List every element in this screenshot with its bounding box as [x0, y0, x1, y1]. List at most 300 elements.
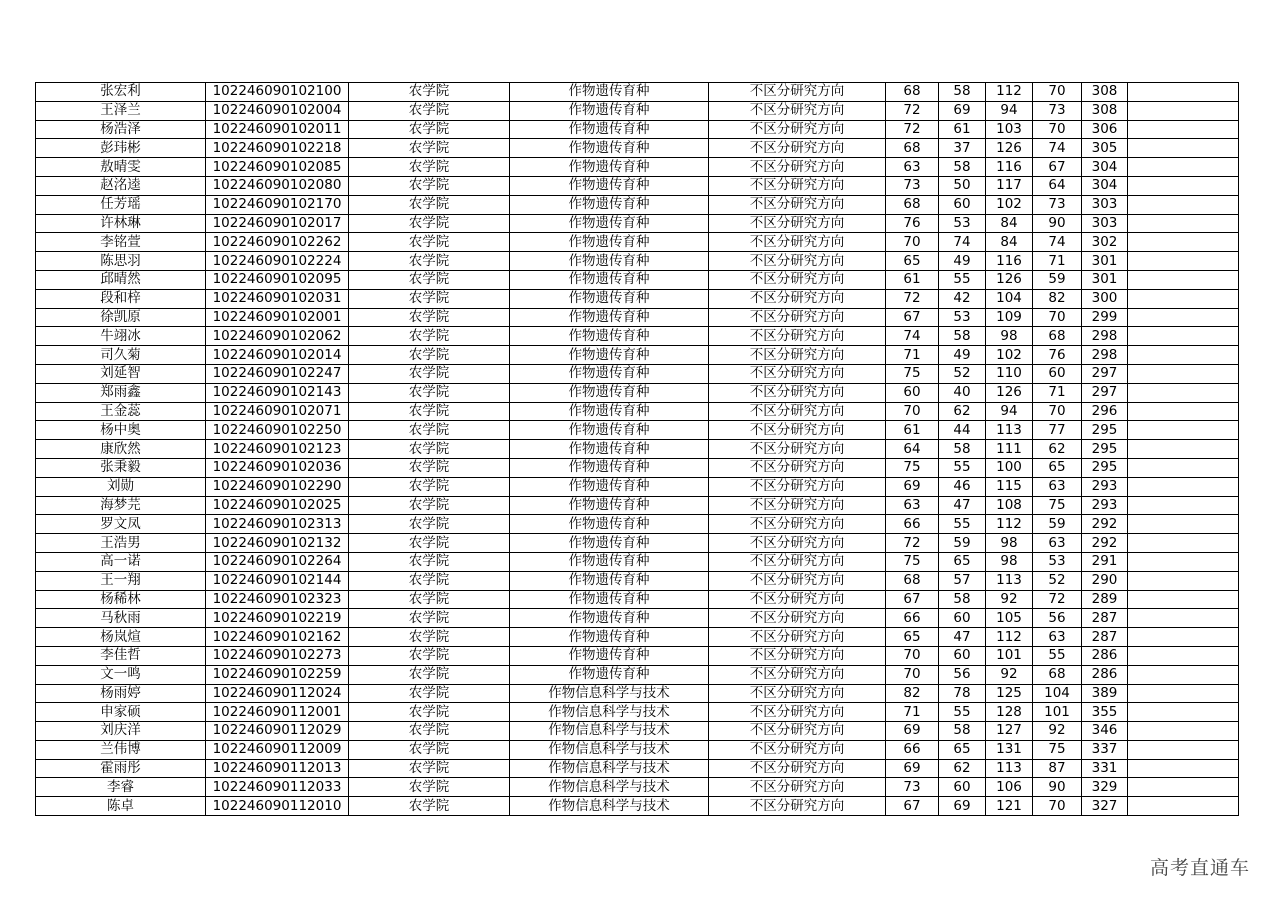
direction-cell: 不区分研究方向 [709, 158, 886, 177]
name-cell: 杨中奥 [36, 421, 206, 440]
direction-cell: 不区分研究方向 [709, 383, 886, 402]
remarks-cell [1128, 383, 1239, 402]
score-subject2-cell: 75 [1033, 740, 1082, 759]
score-english-cell: 46 [939, 477, 986, 496]
total-score-cell: 297 [1082, 383, 1128, 402]
name-cell: 司久菊 [36, 346, 206, 365]
score-politics-cell: 66 [886, 609, 939, 628]
score-politics-cell: 75 [886, 552, 939, 571]
exam-id-cell: 102246090102247 [206, 364, 349, 383]
score-subject1-cell: 113 [986, 421, 1033, 440]
name-cell: 任芳瑶 [36, 195, 206, 214]
score-subject2-cell: 55 [1033, 646, 1082, 665]
table-row [36, 571, 1239, 590]
remarks-cell [1128, 646, 1239, 665]
score-english-cell: 59 [939, 534, 986, 553]
name-cell: 段和梓 [36, 289, 206, 308]
exam-id-cell: 102246090102031 [206, 289, 349, 308]
major-cell: 作物遗传育种 [510, 158, 709, 177]
direction-cell: 不区分研究方向 [709, 571, 886, 590]
exam-id-cell: 102246090102219 [206, 609, 349, 628]
table-row [36, 515, 1239, 534]
score-politics-cell: 70 [886, 402, 939, 421]
score-subject2-cell: 53 [1033, 552, 1082, 571]
table-row [36, 83, 1239, 102]
direction-cell: 不区分研究方向 [709, 176, 886, 195]
score-subject1-cell: 98 [986, 552, 1033, 571]
college-cell: 农学院 [349, 797, 510, 816]
exam-id-cell: 102246090102123 [206, 440, 349, 459]
exam-id-cell: 102246090102001 [206, 308, 349, 327]
remarks-cell [1128, 195, 1239, 214]
name-cell: 申家硕 [36, 703, 206, 722]
total-score-cell: 304 [1082, 176, 1128, 195]
score-english-cell: 47 [939, 628, 986, 647]
score-politics-cell: 61 [886, 421, 939, 440]
name-cell: 徐凯原 [36, 308, 206, 327]
score-subject1-cell: 126 [986, 139, 1033, 158]
score-politics-cell: 82 [886, 684, 939, 703]
major-cell: 作物遗传育种 [510, 496, 709, 515]
score-subject1-cell: 116 [986, 252, 1033, 271]
direction-cell: 不区分研究方向 [709, 440, 886, 459]
score-english-cell: 40 [939, 383, 986, 402]
major-cell: 作物遗传育种 [510, 120, 709, 139]
score-politics-cell: 72 [886, 120, 939, 139]
total-score-cell: 389 [1082, 684, 1128, 703]
name-cell: 张秉毅 [36, 458, 206, 477]
score-english-cell: 65 [939, 740, 986, 759]
exam-id-cell: 102246090102025 [206, 496, 349, 515]
name-cell: 李铭萱 [36, 233, 206, 252]
total-score-cell: 337 [1082, 740, 1128, 759]
score-subject2-cell: 73 [1033, 195, 1082, 214]
exam-id-cell: 102246090102036 [206, 458, 349, 477]
college-cell: 农学院 [349, 158, 510, 177]
college-cell: 农学院 [349, 646, 510, 665]
direction-cell: 不区分研究方向 [709, 364, 886, 383]
major-cell: 作物遗传育种 [510, 571, 709, 590]
major-cell: 作物遗传育种 [510, 665, 709, 684]
major-cell: 作物遗传育种 [510, 252, 709, 271]
exam-id-cell: 102246090102071 [206, 402, 349, 421]
total-score-cell: 287 [1082, 609, 1128, 628]
direction-cell: 不区分研究方向 [709, 515, 886, 534]
score-english-cell: 49 [939, 346, 986, 365]
table-body [36, 83, 1239, 816]
remarks-cell [1128, 289, 1239, 308]
score-english-cell: 52 [939, 364, 986, 383]
score-politics-cell: 72 [886, 289, 939, 308]
total-score-cell: 296 [1082, 402, 1128, 421]
name-cell: 杨浩泽 [36, 120, 206, 139]
score-subject1-cell: 102 [986, 195, 1033, 214]
direction-cell: 不区分研究方向 [709, 703, 886, 722]
remarks-cell [1128, 778, 1239, 797]
table-row [36, 402, 1239, 421]
major-cell: 作物遗传育种 [510, 402, 709, 421]
total-score-cell: 301 [1082, 252, 1128, 271]
score-subject1-cell: 105 [986, 609, 1033, 628]
score-subject2-cell: 92 [1033, 722, 1082, 741]
major-cell: 作物遗传育种 [510, 534, 709, 553]
score-subject2-cell: 82 [1033, 289, 1082, 308]
score-subject1-cell: 126 [986, 383, 1033, 402]
score-subject1-cell: 112 [986, 628, 1033, 647]
score-english-cell: 69 [939, 797, 986, 816]
college-cell: 农学院 [349, 139, 510, 158]
table-row [36, 158, 1239, 177]
score-english-cell: 49 [939, 252, 986, 271]
exam-id-cell: 102246090102014 [206, 346, 349, 365]
score-subject2-cell: 70 [1033, 308, 1082, 327]
score-english-cell: 44 [939, 421, 986, 440]
major-cell: 作物信息科学与技术 [510, 778, 709, 797]
score-politics-cell: 68 [886, 195, 939, 214]
college-cell: 农学院 [349, 534, 510, 553]
score-subject2-cell: 70 [1033, 797, 1082, 816]
remarks-cell [1128, 571, 1239, 590]
table-row [36, 101, 1239, 120]
table-row [36, 646, 1239, 665]
table-row [36, 740, 1239, 759]
major-cell: 作物遗传育种 [510, 646, 709, 665]
score-subject1-cell: 84 [986, 214, 1033, 233]
major-cell: 作物遗传育种 [510, 515, 709, 534]
name-cell: 陈卓 [36, 797, 206, 816]
college-cell: 农学院 [349, 722, 510, 741]
remarks-cell [1128, 421, 1239, 440]
exam-id-cell: 102246090102262 [206, 233, 349, 252]
score-subject1-cell: 121 [986, 797, 1033, 816]
name-cell: 刘庆洋 [36, 722, 206, 741]
major-cell: 作物遗传育种 [510, 214, 709, 233]
college-cell: 农学院 [349, 120, 510, 139]
score-politics-cell: 70 [886, 233, 939, 252]
college-cell: 农学院 [349, 609, 510, 628]
score-politics-cell: 68 [886, 571, 939, 590]
major-cell: 作物遗传育种 [510, 440, 709, 459]
direction-cell: 不区分研究方向 [709, 778, 886, 797]
score-subject1-cell: 117 [986, 176, 1033, 195]
exam-id-cell: 102246090102144 [206, 571, 349, 590]
table-row [36, 233, 1239, 252]
exam-id-cell: 102246090102170 [206, 195, 349, 214]
college-cell: 农学院 [349, 270, 510, 289]
name-cell: 许林琳 [36, 214, 206, 233]
score-politics-cell: 65 [886, 628, 939, 647]
college-cell: 农学院 [349, 308, 510, 327]
remarks-cell [1128, 83, 1239, 102]
major-cell: 作物遗传育种 [510, 477, 709, 496]
college-cell: 农学院 [349, 383, 510, 402]
college-cell: 农学院 [349, 496, 510, 515]
table-row [36, 722, 1239, 741]
score-subject2-cell: 68 [1033, 665, 1082, 684]
score-politics-cell: 67 [886, 797, 939, 816]
exam-id-cell: 102246090112033 [206, 778, 349, 797]
score-politics-cell: 60 [886, 383, 939, 402]
table-row [36, 214, 1239, 233]
major-cell: 作物遗传育种 [510, 101, 709, 120]
table-row [36, 383, 1239, 402]
total-score-cell: 327 [1082, 797, 1128, 816]
major-cell: 作物遗传育种 [510, 383, 709, 402]
score-subject2-cell: 64 [1033, 176, 1082, 195]
score-politics-cell: 68 [886, 83, 939, 102]
score-english-cell: 60 [939, 778, 986, 797]
direction-cell: 不区分研究方向 [709, 590, 886, 609]
college-cell: 农学院 [349, 176, 510, 195]
table-row [36, 759, 1239, 778]
score-english-cell: 55 [939, 703, 986, 722]
college-cell: 农学院 [349, 703, 510, 722]
direction-cell: 不区分研究方向 [709, 195, 886, 214]
name-cell: 陈思羽 [36, 252, 206, 271]
college-cell: 农学院 [349, 402, 510, 421]
major-cell: 作物遗传育种 [510, 458, 709, 477]
college-cell: 农学院 [349, 440, 510, 459]
name-cell: 牛翊冰 [36, 327, 206, 346]
remarks-cell [1128, 252, 1239, 271]
score-politics-cell: 65 [886, 252, 939, 271]
exam-id-cell: 102246090102259 [206, 665, 349, 684]
score-english-cell: 42 [939, 289, 986, 308]
direction-cell: 不区分研究方向 [709, 327, 886, 346]
score-subject1-cell: 102 [986, 346, 1033, 365]
score-english-cell: 60 [939, 609, 986, 628]
direction-cell: 不区分研究方向 [709, 797, 886, 816]
score-english-cell: 53 [939, 308, 986, 327]
major-cell: 作物信息科学与技术 [510, 684, 709, 703]
total-score-cell: 346 [1082, 722, 1128, 741]
major-cell: 作物遗传育种 [510, 308, 709, 327]
score-politics-cell: 75 [886, 364, 939, 383]
score-subject2-cell: 63 [1033, 534, 1082, 553]
score-subject2-cell: 104 [1033, 684, 1082, 703]
score-subject1-cell: 103 [986, 120, 1033, 139]
major-cell: 作物信息科学与技术 [510, 759, 709, 778]
remarks-cell [1128, 722, 1239, 741]
direction-cell: 不区分研究方向 [709, 120, 886, 139]
name-cell: 高一诺 [36, 552, 206, 571]
score-politics-cell: 64 [886, 440, 939, 459]
total-score-cell: 289 [1082, 590, 1128, 609]
score-english-cell: 65 [939, 552, 986, 571]
score-english-cell: 58 [939, 83, 986, 102]
score-politics-cell: 67 [886, 590, 939, 609]
score-english-cell: 78 [939, 684, 986, 703]
exam-id-cell: 102246090102085 [206, 158, 349, 177]
score-subject2-cell: 77 [1033, 421, 1082, 440]
remarks-cell [1128, 233, 1239, 252]
score-subject1-cell: 113 [986, 571, 1033, 590]
score-subject1-cell: 112 [986, 83, 1033, 102]
table-row [36, 139, 1239, 158]
college-cell: 农学院 [349, 477, 510, 496]
total-score-cell: 286 [1082, 646, 1128, 665]
direction-cell: 不区分研究方向 [709, 646, 886, 665]
college-cell: 农学院 [349, 289, 510, 308]
score-politics-cell: 68 [886, 139, 939, 158]
college-cell: 农学院 [349, 628, 510, 647]
score-subject2-cell: 101 [1033, 703, 1082, 722]
name-cell: 马秋雨 [36, 609, 206, 628]
score-english-cell: 62 [939, 402, 986, 421]
college-cell: 农学院 [349, 552, 510, 571]
score-politics-cell: 75 [886, 458, 939, 477]
score-subject1-cell: 94 [986, 101, 1033, 120]
remarks-cell [1128, 665, 1239, 684]
score-english-cell: 55 [939, 458, 986, 477]
table-row [36, 308, 1239, 327]
table-row [36, 590, 1239, 609]
score-subject2-cell: 72 [1033, 590, 1082, 609]
name-cell: 罗文凤 [36, 515, 206, 534]
exam-id-cell: 102246090102100 [206, 83, 349, 102]
total-score-cell: 292 [1082, 534, 1128, 553]
college-cell: 农学院 [349, 233, 510, 252]
table-row [36, 346, 1239, 365]
direction-cell: 不区分研究方向 [709, 534, 886, 553]
college-cell: 农学院 [349, 590, 510, 609]
score-english-cell: 60 [939, 646, 986, 665]
name-cell: 赵洺逵 [36, 176, 206, 195]
score-subject1-cell: 100 [986, 458, 1033, 477]
college-cell: 农学院 [349, 327, 510, 346]
total-score-cell: 329 [1082, 778, 1128, 797]
score-english-cell: 47 [939, 496, 986, 515]
score-english-cell: 58 [939, 590, 986, 609]
major-cell: 作物信息科学与技术 [510, 797, 709, 816]
remarks-cell [1128, 740, 1239, 759]
remarks-cell [1128, 139, 1239, 158]
total-score-cell: 300 [1082, 289, 1128, 308]
major-cell: 作物遗传育种 [510, 233, 709, 252]
exam-id-cell: 102246090102143 [206, 383, 349, 402]
remarks-cell [1128, 458, 1239, 477]
score-table [35, 82, 1239, 816]
score-english-cell: 60 [939, 195, 986, 214]
total-score-cell: 291 [1082, 552, 1128, 571]
watermark: 高考直通车 [1149, 857, 1250, 879]
direction-cell: 不区分研究方向 [709, 83, 886, 102]
score-subject2-cell: 68 [1033, 327, 1082, 346]
direction-cell: 不区分研究方向 [709, 214, 886, 233]
remarks-cell [1128, 346, 1239, 365]
remarks-cell [1128, 270, 1239, 289]
direction-cell: 不区分研究方向 [709, 496, 886, 515]
score-subject2-cell: 71 [1033, 252, 1082, 271]
table-row [36, 684, 1239, 703]
score-subject2-cell: 60 [1033, 364, 1082, 383]
score-subject2-cell: 56 [1033, 609, 1082, 628]
name-cell: 海梦芫 [36, 496, 206, 515]
score-subject2-cell: 67 [1033, 158, 1082, 177]
score-english-cell: 69 [939, 101, 986, 120]
score-subject2-cell: 59 [1033, 515, 1082, 534]
total-score-cell: 298 [1082, 327, 1128, 346]
score-subject1-cell: 109 [986, 308, 1033, 327]
exam-id-cell: 102246090112013 [206, 759, 349, 778]
score-english-cell: 55 [939, 515, 986, 534]
remarks-cell [1128, 496, 1239, 515]
exam-id-cell: 102246090102004 [206, 101, 349, 120]
total-score-cell: 308 [1082, 101, 1128, 120]
direction-cell: 不区分研究方向 [709, 421, 886, 440]
score-subject1-cell: 125 [986, 684, 1033, 703]
major-cell: 作物遗传育种 [510, 628, 709, 647]
score-subject1-cell: 98 [986, 534, 1033, 553]
score-english-cell: 56 [939, 665, 986, 684]
name-cell: 彭玮彬 [36, 139, 206, 158]
score-subject1-cell: 106 [986, 778, 1033, 797]
score-english-cell: 58 [939, 722, 986, 741]
remarks-cell [1128, 759, 1239, 778]
total-score-cell: 308 [1082, 83, 1128, 102]
remarks-cell [1128, 590, 1239, 609]
remarks-cell [1128, 402, 1239, 421]
total-score-cell: 298 [1082, 346, 1128, 365]
name-cell: 张宏利 [36, 83, 206, 102]
table-row [36, 195, 1239, 214]
exam-id-cell: 102246090102062 [206, 327, 349, 346]
college-cell: 农学院 [349, 778, 510, 797]
college-cell: 农学院 [349, 252, 510, 271]
major-cell: 作物遗传育种 [510, 552, 709, 571]
total-score-cell: 286 [1082, 665, 1128, 684]
score-english-cell: 50 [939, 176, 986, 195]
score-subject2-cell: 65 [1033, 458, 1082, 477]
score-subject1-cell: 115 [986, 477, 1033, 496]
college-cell: 农学院 [349, 684, 510, 703]
exam-id-cell: 102246090102224 [206, 252, 349, 271]
table-row [36, 252, 1239, 271]
score-subject2-cell: 87 [1033, 759, 1082, 778]
total-score-cell: 287 [1082, 628, 1128, 647]
score-subject1-cell: 98 [986, 327, 1033, 346]
remarks-cell [1128, 515, 1239, 534]
score-subject2-cell: 62 [1033, 440, 1082, 459]
major-cell: 作物遗传育种 [510, 327, 709, 346]
name-cell: 李睿 [36, 778, 206, 797]
total-score-cell: 295 [1082, 440, 1128, 459]
college-cell: 农学院 [349, 740, 510, 759]
table-row [36, 289, 1239, 308]
remarks-cell [1128, 101, 1239, 120]
remarks-cell [1128, 364, 1239, 383]
score-english-cell: 58 [939, 440, 986, 459]
direction-cell: 不区分研究方向 [709, 270, 886, 289]
score-politics-cell: 73 [886, 176, 939, 195]
score-subject2-cell: 71 [1033, 383, 1082, 402]
score-subject1-cell: 84 [986, 233, 1033, 252]
major-cell: 作物遗传育种 [510, 609, 709, 628]
score-subject2-cell: 59 [1033, 270, 1082, 289]
exam-id-cell: 102246090102290 [206, 477, 349, 496]
direction-cell: 不区分研究方向 [709, 722, 886, 741]
total-score-cell: 304 [1082, 158, 1128, 177]
score-subject1-cell: 110 [986, 364, 1033, 383]
table-row [36, 534, 1239, 553]
total-score-cell: 297 [1082, 364, 1128, 383]
name-cell: 刘延智 [36, 364, 206, 383]
table-row [36, 458, 1239, 477]
score-subject1-cell: 128 [986, 703, 1033, 722]
college-cell: 农学院 [349, 346, 510, 365]
name-cell: 康欣然 [36, 440, 206, 459]
exam-id-cell: 102246090102313 [206, 515, 349, 534]
